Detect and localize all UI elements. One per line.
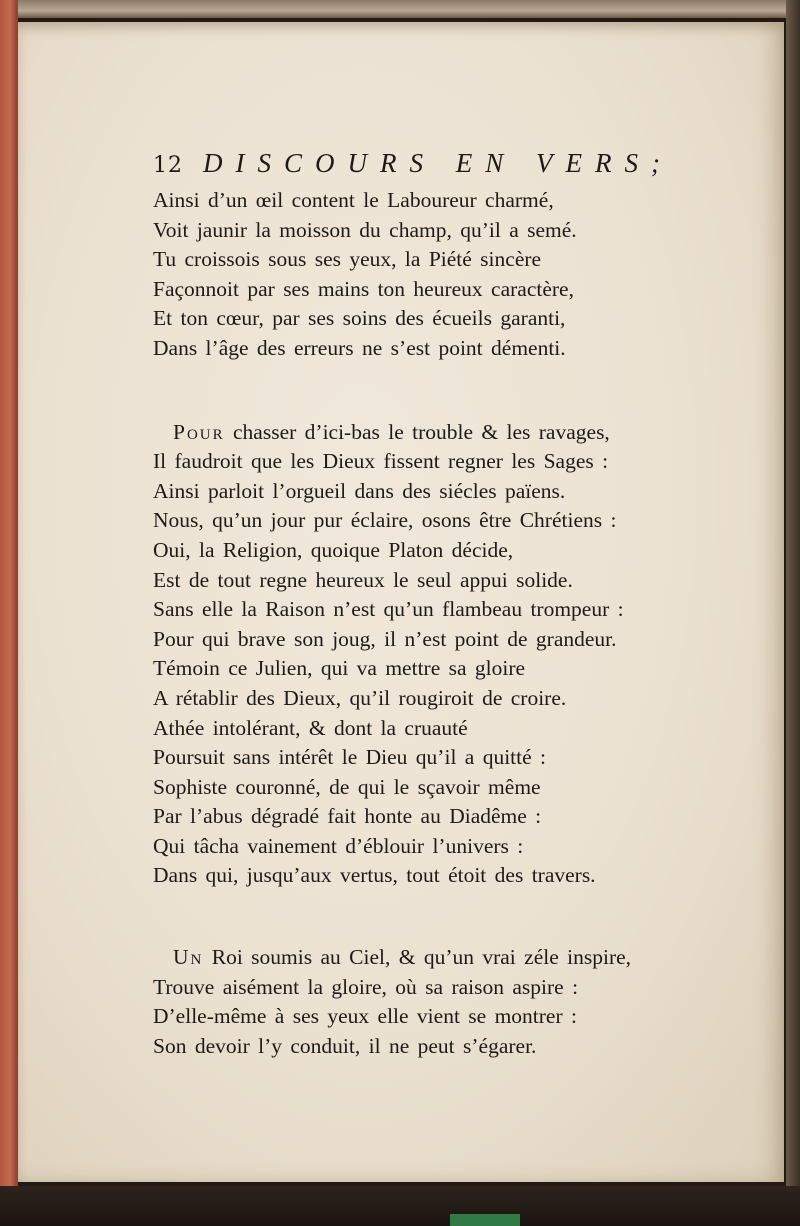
verse-line: Pour qui brave son joug, il n’est point de grandeur. (153, 626, 617, 651)
bookmark-ribbon (450, 1214, 520, 1226)
verse-line: Tu croissois sous ses yeux, la Piété sincère (153, 247, 542, 272)
running-head (153, 148, 673, 184)
verse-line: Qui tâcha vainement d’éblouir l’univers : (153, 833, 524, 858)
verse-line: Façonnoit par ses mains ton heureux caractère, (153, 276, 574, 301)
opening-line-text: Roi soumis au Ciel, & qu’un vrai zéle inspire, (203, 945, 632, 970)
verse-line: Dans qui, jusqu’aux vertus, tout étoit des travers. (153, 863, 596, 888)
verse-line: Par l’abus dégradé fait honte au Diadême : (153, 804, 542, 829)
stanza-opening-word: Pour (173, 419, 225, 444)
verse-line: Dans l’âge des erreurs ne s’est point démenti. (153, 335, 566, 360)
book-top-edge (0, 0, 800, 18)
page-text-block (153, 148, 673, 1061)
stanza-3 (153, 943, 673, 1061)
stanza-opening-word: Un (173, 945, 204, 970)
verse-line: Oui, la Religion, quoique Platon décide, (153, 537, 514, 562)
stanza-1 (153, 186, 673, 364)
page-gutter-edge (786, 0, 800, 1226)
verse-line: Ainsi d’un œil content le Laboureur charmé, (153, 188, 554, 212)
opening-line-text: chasser d’ici-bas le trouble & les ravages, (224, 419, 610, 444)
verse-line-opening (153, 418, 673, 448)
page-number: 12 (153, 153, 183, 178)
verse-line-opening (153, 943, 673, 973)
verse-line: Il faudroit que les Dieux fissent regner les Sages : (153, 449, 609, 474)
verse-line: D’elle-même à ses yeux elle vient se montrer : (153, 1004, 577, 1029)
book-cover-edge (0, 0, 18, 1226)
verse-line: Sophiste couronné, de qui le sçavoir même (153, 774, 541, 799)
verse-line: Est de tout regne heureux le seul appui solide. (153, 567, 573, 592)
verse-line: Trouve aisément la gloire, où sa raison aspire : (153, 974, 579, 999)
verse-line: Poursuit sans intérêt le Dieu qu’il a quitté : (153, 745, 547, 770)
running-title: DISCOURS EN VERS; (203, 148, 673, 178)
book-page (18, 22, 784, 1182)
scan-background (0, 1186, 800, 1226)
verse-line: Et ton cœur, par ses soins des écueils garanti, (153, 306, 566, 331)
verse-line: Nous, qu’un jour pur éclaire, osons être Chrétiens : (153, 508, 617, 533)
verse-line: Ainsi parloit l’orgueil dans des siécles païens. (153, 478, 566, 503)
stanza-2 (153, 418, 673, 892)
verse-line: Sans elle la Raison n’est qu’un flambeau trompeur : (153, 597, 624, 622)
verse-line: Voit jaunir la moisson du champ, qu’il a semé. (153, 217, 577, 242)
verse-line: Témoin ce Julien, qui va mettre sa gloire (153, 656, 526, 681)
verse-line: Athée intolérant, & dont la cruauté (153, 715, 468, 740)
verse-line: A rétablir des Dieux, qu’il rougiroit de croire. (153, 685, 567, 710)
verse-line: Son devoir l’y conduit, il ne peut s’égarer. (153, 1033, 537, 1058)
